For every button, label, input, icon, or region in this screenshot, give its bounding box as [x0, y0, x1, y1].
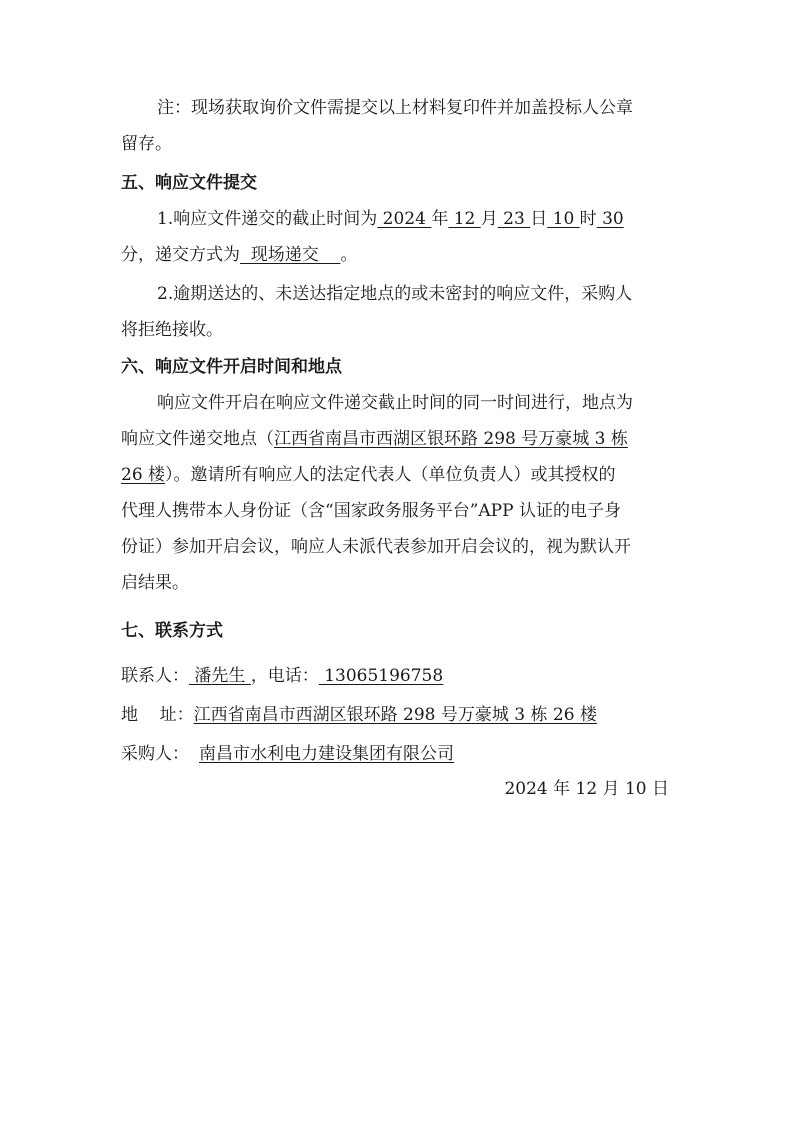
section-6-line-2: 响应文件递交地点（江西省南昌市西湖区银环路 298 号万豪城 3 栋 [121, 429, 628, 449]
section-6-line-1: 响应文件开启在响应文件递交截止时间的同一时间进行，地点为 [157, 393, 633, 413]
deadline-year: 2024 [377, 209, 432, 229]
section-6-line-6: 启结果。 [121, 573, 189, 593]
opening-address-part-1: 江西省南昌市西湖区银环路 298 号万豪城 3 栋 [274, 429, 628, 449]
note-line-2 [121, 133, 172, 155]
deadline-minute: 30 [596, 209, 624, 229]
phone-label: ，电话： [250, 666, 319, 686]
section-5-title: 五、响应文件提交 [121, 173, 257, 193]
buyer-label: 采购人： [121, 744, 189, 764]
section-7-title: 七、联系方式 [121, 621, 223, 641]
contact-line [121, 665, 443, 687]
contact-phone: 13065196758 [318, 666, 444, 686]
section-5-item-2-line-1: 2.逾期送达的、未送达指定地点的或未密封的响应文件，采购人 [157, 284, 633, 304]
section-5-item-1-line-1: 1.响应文件递交的截止时间为 2024 年 12 月 23 日 10 时 30 [157, 209, 624, 229]
section-6-title: 六、响应文件开启时间和地点 [121, 357, 342, 377]
section-6-line-3: 26 楼）。邀请所有响应人的法定代表人（单位负责人）或其授权的 [121, 465, 616, 485]
deadline-month: 12 [448, 209, 481, 229]
note-text-1: 注：现场获取询价文件需提交以上材料复印件并加盖投标人公章 [157, 98, 633, 118]
buyer-name: 南昌市水利电力建设集团有限公司 [199, 744, 454, 764]
contact-label: 联系人： [121, 666, 189, 686]
opening-address-part-2: 26 楼 [121, 465, 166, 485]
deadline-day: 23 [497, 209, 531, 229]
submission-method: 现场递交 [240, 245, 341, 265]
section-6-line-5: 份证）参加开启会议，响应人未派代表参加开启会议的，视为默认开 [121, 537, 631, 557]
note-text-2: 留存。 [121, 134, 172, 154]
document-date: 2024 年 12 月 10 日 [504, 779, 669, 799]
deadline-hour: 10 [547, 209, 580, 229]
note-line-1 [157, 97, 633, 119]
section-6-line-4: 代理人携带本人身份证（含“国家政务服务平台”APP 认证的电子身 [121, 501, 621, 521]
contact-name: 潘先生 [189, 666, 251, 686]
contact-address: 江西省南昌市西湖区银环路 298 号万豪城 3 栋 26 楼 [193, 705, 597, 725]
section-5-item-2-line-2: 将拒绝接收。 [121, 320, 223, 340]
buyer-line [121, 743, 454, 765]
section-5-item-1-line-2: 分，递交方式为 现场递交 。 [121, 245, 358, 265]
address-line [121, 704, 597, 726]
address-label: 地 址： [121, 705, 194, 725]
